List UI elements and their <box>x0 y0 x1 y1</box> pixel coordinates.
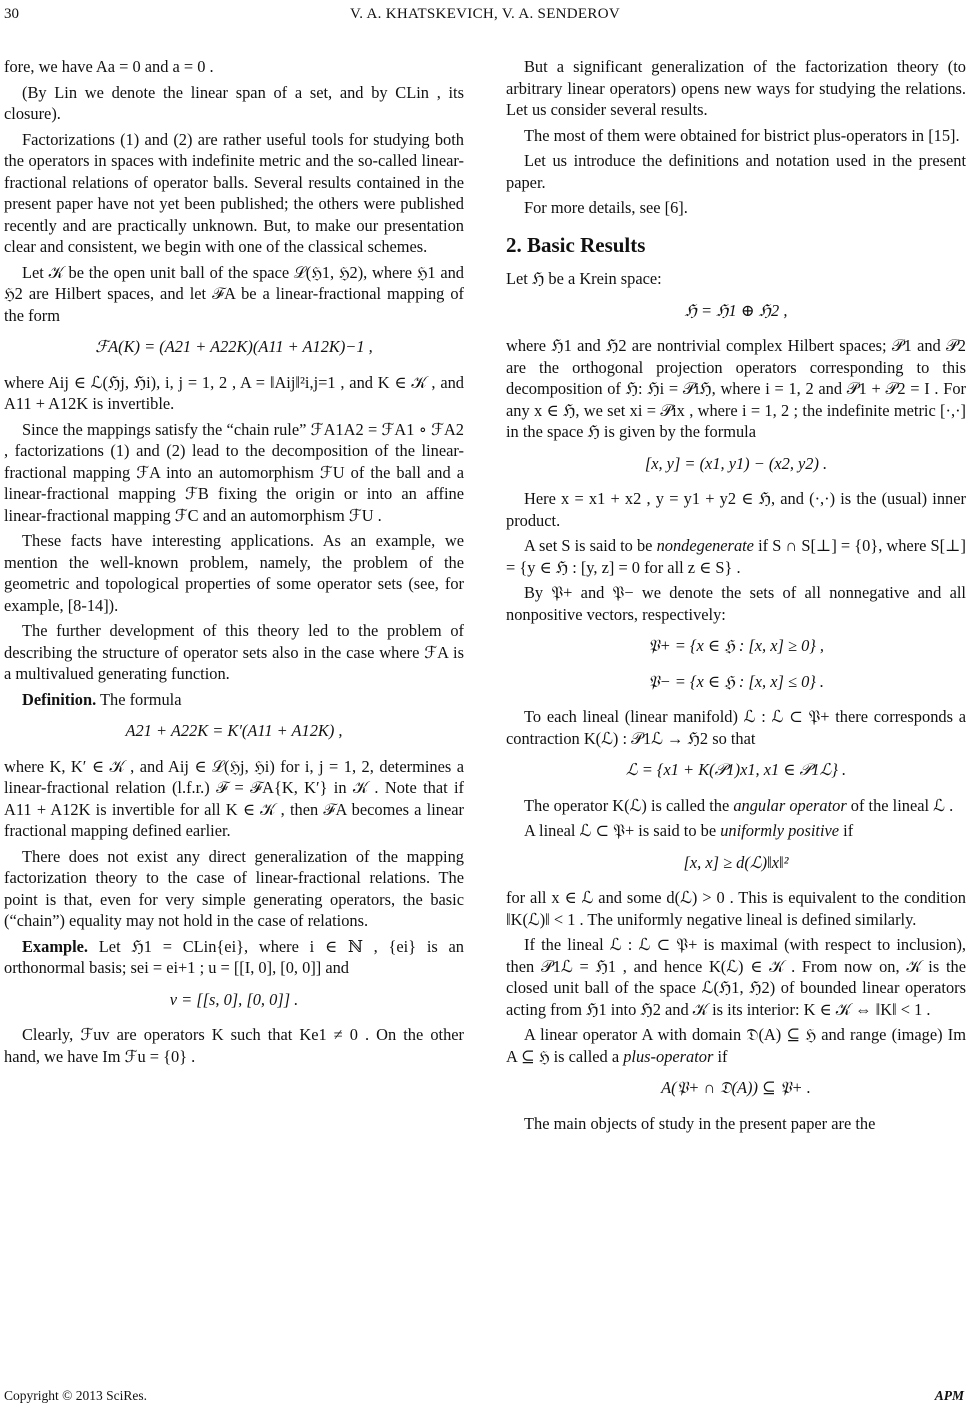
paragraph <box>506 535 966 578</box>
example-label: Example. <box>22 936 89 956</box>
equation: ℒ = {x1 + K(𝒫1)x1, x1 ∈ 𝒫1ℒ} . <box>625 760 847 779</box>
text: if S ∩ S[⊥] = {0}, where S[⊥] = {y ∈ ℌ : [y, z] = 0 for all z ∈ S} . <box>506 536 966 577</box>
left-column <box>4 56 464 1071</box>
page-number: 30 <box>4 6 19 22</box>
paragraph <box>506 820 966 842</box>
section-heading: 2. Basic Results <box>506 232 646 257</box>
paragraph: The main objects of study in the present paper are the <box>524 1113 876 1133</box>
paragraph: Let ℌ be a Krein space: <box>506 269 662 288</box>
paragraph <box>506 1024 966 1067</box>
paragraph: Let 𝒦 be the open unit ball of the space ℒ(ℌ1, ℌ2), where ℌ1 and ℌ2 are Hilbert spaces, and let ℱA be a linear-fractional mapping of the form <box>4 262 464 325</box>
example-paragraph <box>4 936 464 979</box>
term: uniformly positive <box>720 821 840 840</box>
running-title: V. A. KHATSKEVICH, V. A. SENDEROV <box>350 6 620 22</box>
paragraph: Here x = x1 + x2 , y = y1 + y2 ∈ ℌ, and (·,·) is the (usual) inner product. <box>506 489 966 530</box>
equation: 𝔓− = {x ∈ ℌ : [x, x] ≤ 0} . <box>647 671 825 691</box>
paragraph: There does not exist any direct generalization of the mapping factorization theory to the case of linear-fractional relations. The point is that, even for very simple generating operators, the basic (“chain”) equality may not hold in the case of relations. <box>4 846 464 930</box>
paragraph: If the lineal ℒ : ℒ ⊂ 𝔓+ is maximal (with respect to inclusion), then 𝒫1ℒ = ℌ1 , and hence K(ℒ) ∈ 𝒦 . From now on, 𝒦 is the closed unit ball of the space ℒ(ℌ1, ℌ2) of bounded linear operators acting from ℌ1 into ℌ2 and 𝒦 is its interior: K ∈ 𝒦 ⇔ ‖K‖ < 1 . <box>506 935 966 1019</box>
term: angular operator <box>733 795 847 815</box>
paragraph: For more details, see [6]. <box>524 198 688 217</box>
paragraph: Since the mappings satisfy the “chain rule” ℱA1A2 = ℱA1 ∘ ℱA2 , factorizations (1) and (2) lead to the decomposition of the linear-fractional mapping ℱA into an automorphism ℱU of the ball and a linear-fractional mapping ℱB fixing the origin or into an affine linear-fractional mapping ℱC and an automorphism ℱU . <box>4 419 464 525</box>
paragraph <box>506 795 966 817</box>
paragraph: for all x ∈ ℒ and some d(ℒ) > 0 . This is equivalent to the condition ‖K(ℒ)‖ < 1 . The uniformly negative lineal is defined similarly. <box>506 888 966 929</box>
equation: v = [[s, 0], [0, 0]] . <box>169 989 299 1009</box>
definition-text: The formula <box>96 689 182 709</box>
example-text: Let ℌ1 = CLin{ei}, where i ∈ ℕ , {ei} is an orthonormal basis; sei = ei+1 ; u = [[I, 0], [0, 0]] and <box>4 936 464 977</box>
paragraph: (By Lin we denote the linear span of a set, and by CLin , its closure). <box>4 82 464 123</box>
equation: [x, x] ≥ d(ℒ)‖x‖² <box>683 852 789 872</box>
definition-label: Definition. <box>22 689 97 709</box>
equation: 𝔓+ = {x ∈ ℌ : [x, x] ≥ 0} , <box>647 636 825 655</box>
equation: ℱA(K) = (A21 + A22K)(A11 + A12K)−1 , <box>95 337 373 356</box>
paragraph: fore, we have Aa = 0 and a = 0 . <box>4 57 214 76</box>
text: A lineal ℒ ⊂ 𝔓+ is said to be <box>524 821 721 840</box>
equation: ℌ = ℌ1 ⊕ ℌ2 , <box>684 300 788 320</box>
paragraph: where ℌ1 and ℌ2 are nontrivial complex Hilbert spaces; 𝒫1 and 𝒫2 are the orthogonal projection operators corresponding to this decomposition of ℌ: ℌi = 𝒫iℌ, where i = 1, 2 and 𝒫1 + 𝒫2 = I . For any x ∈ ℌ, we set xi = 𝒫ix , where i = 1, 2 ; the indefinite metric [·,·] in the space ℌ is given by the formula <box>506 336 966 441</box>
text: if <box>839 821 854 840</box>
journal-name: APM <box>934 1388 964 1403</box>
paragraph: To each lineal (linear manifold) ℒ : ℒ ⊂ 𝔓+ there corresponds a contraction K(ℒ) : 𝒫1ℒ → ℌ2 so that <box>506 707 966 748</box>
paragraph: where Aij ∈ ℒ(ℌj, ℌi), i, j = 1, 2 , A = ‖Aij‖²i,j=1 , and K ∈ 𝒦 , and A11 + A12K is invertible. <box>4 372 464 413</box>
text: if <box>713 1046 728 1066</box>
copyright: Copyright © 2013 SciRes. <box>4 1388 148 1403</box>
text: of the lineal ℒ . <box>846 795 954 815</box>
paragraph: Let us introduce the definitions and notation used in the present paper. <box>506 151 966 192</box>
equation: [x, y] = (x1, y1) − (x2, y2) . <box>644 453 828 473</box>
term: plus-operator <box>623 1046 714 1066</box>
paragraph: But a significant generalization of the factorization theory (to arbitrary linear operators) opens new ways for studying the relations. Let us consider several results. <box>506 57 966 119</box>
paragraph: By 𝔓+ and 𝔓− we denote the sets of all nonnegative and all nonpositive vectors, respectively: <box>506 583 966 624</box>
paragraph: These facts have interesting applications. As an example, we mention the well-known problem, namely, the problem of the geometric and topological properties of some operator sets (see, for example, [8-14]). <box>4 531 464 615</box>
text: A set S is said to be <box>524 536 657 555</box>
equation: A21 + A22K = K′(A11 + A12K) , <box>125 721 343 740</box>
page-header <box>0 6 970 30</box>
paragraph: Clearly, ℱuv are operators K such that Ke1 ≠ 0 . On the other hand, we have Im ℱu = {0} . <box>4 1025 464 1066</box>
term: nondegenerate <box>656 536 754 555</box>
page-footer <box>0 1388 970 1408</box>
text: A linear operator A with domain 𝔇(A) ⊆ ℌ and range (image) Im A ⊆ ℌ is called a <box>506 1025 966 1066</box>
paragraph: where K, K′ ∈ 𝒦 , and Aij ∈ ℒ(ℌj, ℌi) for i, j = 1, 2, determines a linear-fractional relation (l.f.r.) ℱ = ℱA{K, K′} in 𝒦 . Note that if A11 + A12K is invertible for all K ∈ 𝒦 , then ℱA becomes a linear fractional mapping defined earlier. <box>4 756 464 840</box>
equation: A(𝔓+ ∩ 𝔇(A)) ⊆ 𝔓+ . <box>661 1078 811 1097</box>
paragraph: The further development of this theory led to the problem of describing the structure of operator sets also in the case where ℱA is a multivalued generating function. <box>4 621 464 683</box>
right-column <box>506 56 966 1138</box>
paragraph: Factorizations (1) and (2) are rather useful tools for studying both the operators in spaces with indefinite metric and the so-called linear-fractional relations of operator balls. Several results contained in the present paper have not yet been published; the others were published recently and are practically unknown. But, to make our presentation clear and consistent, we begin with one of the classical schemes. <box>4 129 464 256</box>
definition-paragraph <box>4 689 464 711</box>
text: The operator K(ℒ) is called the <box>524 795 734 815</box>
paragraph: The most of them were obtained for bistrict plus-operators in [15]. <box>524 125 960 145</box>
